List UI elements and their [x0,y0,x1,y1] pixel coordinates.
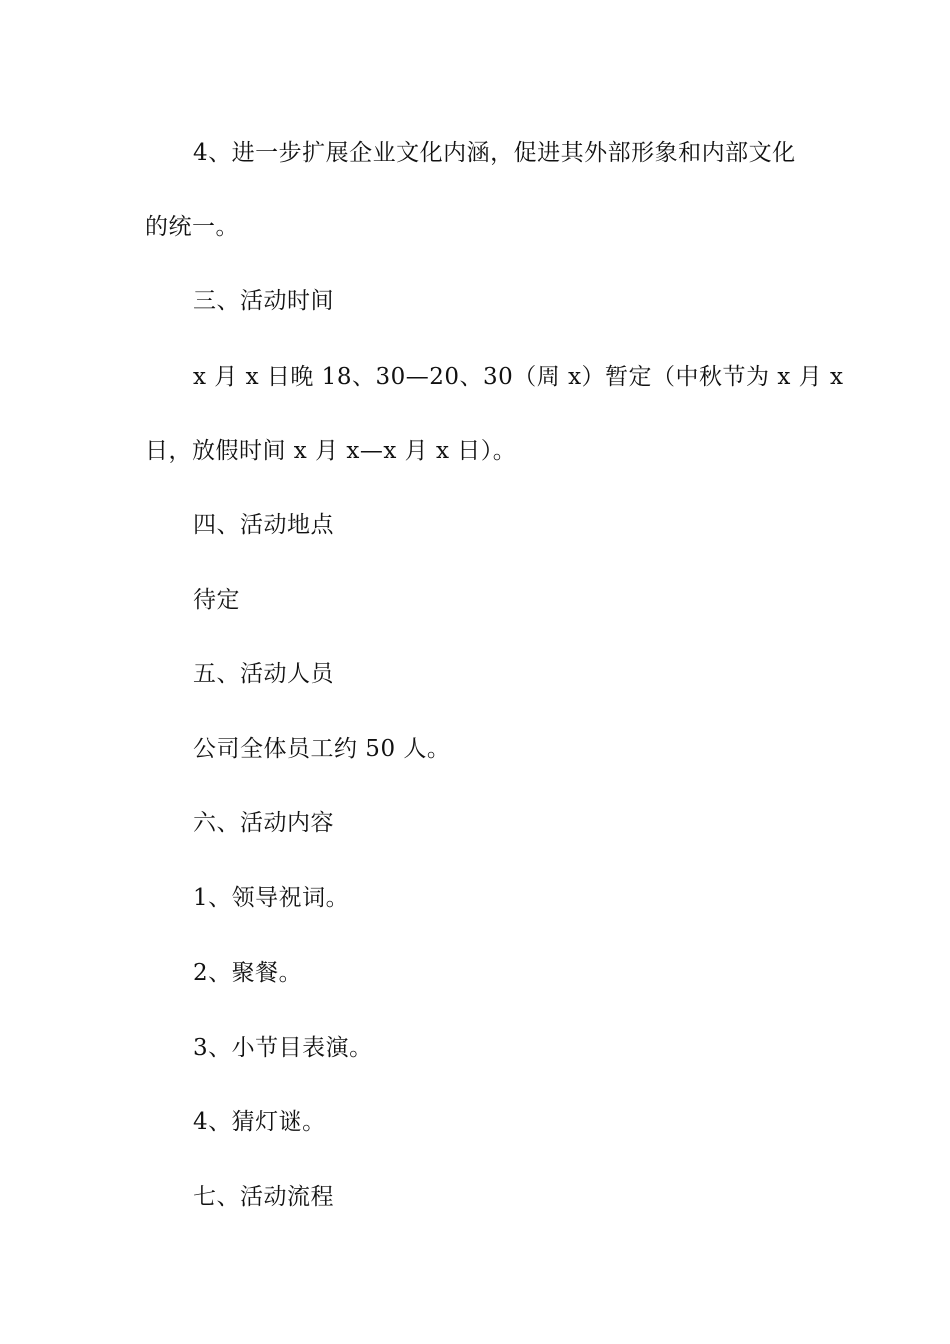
heading-activity-process: 七、活动流程 [193,1184,334,1210]
paragraph-goal-4-continued: 的统一。 [145,214,239,240]
list-item-content-1: 1、领导祝词。 [193,885,350,911]
heading-activity-time: 三、活动时间 [193,288,334,314]
paragraph-activity-participants: 公司全体员工约 50 人。 [193,736,451,762]
list-item-content-2: 2、聚餐。 [193,960,303,986]
paragraph-activity-location: 待定 [193,587,240,613]
heading-activity-location: 四、活动地点 [193,512,334,538]
heading-activity-participants: 五、活动人员 [193,661,334,687]
list-item-content-3: 3、小节目表演。 [193,1035,373,1061]
paragraph-activity-time: x 月 x 日晚 18、30—20、30（周 x）暂定（中秋节为 x 月 x [193,364,844,390]
heading-activity-content: 六、活动内容 [193,810,334,836]
paragraph-activity-time-continued: 日，放假时间 x 月 x—x 月 x 日）。 [145,438,517,464]
paragraph-goal-4: 4、进一步扩展企业文化内涵，促进其外部形象和内部文化 [193,140,796,166]
list-item-content-4: 4、猜灯谜。 [193,1109,326,1135]
